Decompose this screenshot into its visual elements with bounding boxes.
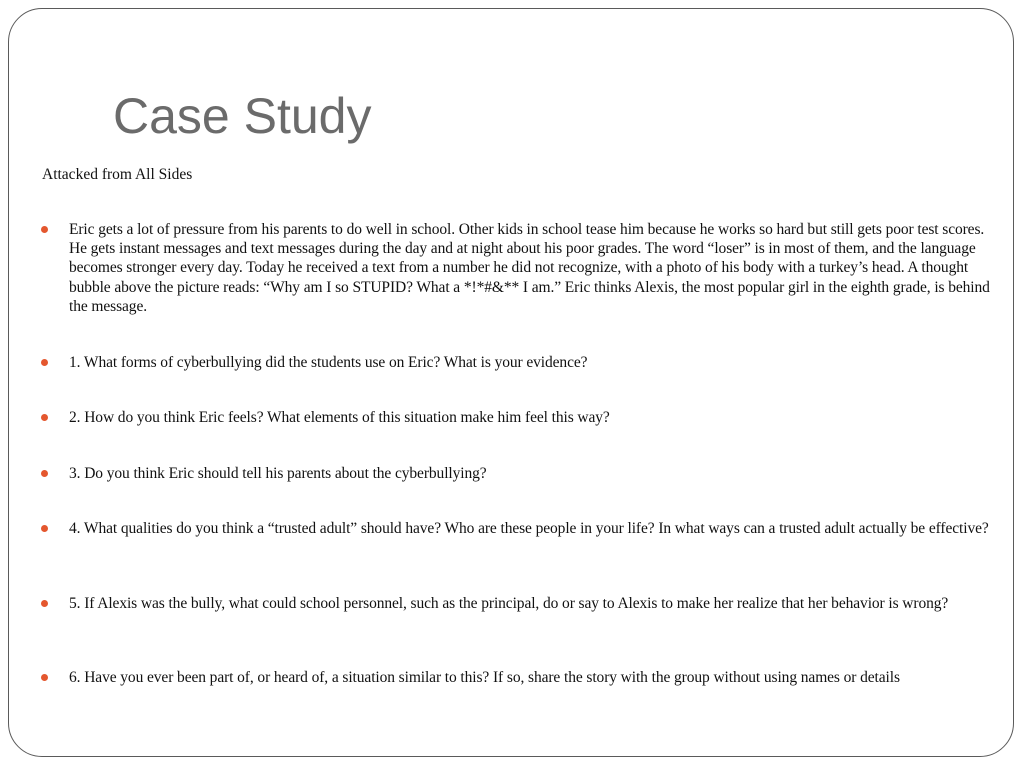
bullet-dot-icon bbox=[41, 359, 48, 366]
bullet-dot-icon bbox=[41, 470, 48, 477]
bullet-text: 1. What forms of cyberbullying did the students use on Eric? What is your evidence? bbox=[69, 354, 588, 371]
bullet-dot-icon bbox=[41, 674, 48, 681]
bullet-dot-icon bbox=[41, 226, 48, 233]
bullet-dot-icon bbox=[41, 525, 48, 532]
bullet-text: 6. Have you ever been part of, or heard of, a situation similar to this? If so, share the story with the group without using names or details bbox=[69, 669, 900, 686]
bullet-dot-icon bbox=[41, 600, 48, 607]
bullet-text: Eric gets a lot of pressure from his parents to do well in school. Other kids in school tease him because he works so hard but still gets poor test scores. He gets instant messages and text messages during the day and at night about his poor grades. The word “loser” is in most of them, and the language becomes stronger every day. Today he received a text from a number he did not recognize, with a photo of his body with a turkey’s head. A thought bubble above the picture reads: “Why am I so STUPID? What a *!*#&** I am.” Eric thinks Alexis, the most popular girl in the eighth grade, is behind the message. bbox=[69, 221, 990, 315]
slide-subtitle: Attacked from All Sides bbox=[42, 166, 193, 183]
bullet-text: 3. Do you think Eric should tell his parents about the cyberbullying? bbox=[69, 465, 487, 482]
bullet-text: 5. If Alexis was the bully, what could school personnel, such as the principal, do or say to Alexis to make her realize that her behavior is wrong? bbox=[69, 595, 949, 612]
bullet-text: 2. How do you think Eric feels? What elements of this situation make him feel this way? bbox=[69, 409, 610, 426]
slide-title: Case Study bbox=[113, 88, 372, 144]
bullet-text: 4. What qualities do you think a “trusted adult” should have? Who are these people in your life? In what ways can a trusted adult actually be effective? bbox=[69, 520, 989, 537]
bullet-dot-icon bbox=[41, 414, 48, 421]
